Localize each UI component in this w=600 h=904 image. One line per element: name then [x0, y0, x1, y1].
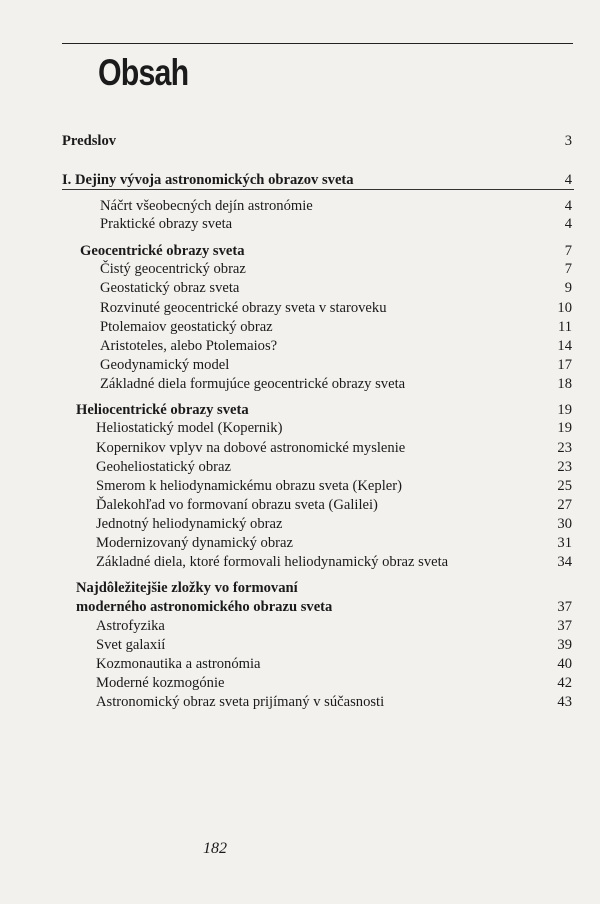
toc-entry: [0, 635, 600, 655]
toc-entry-page: 23: [557, 459, 572, 475]
toc-entry-label: Modernizovaný dynamický obraz: [96, 535, 293, 551]
toc-entry: [0, 278, 600, 298]
toc-entry: [0, 196, 600, 216]
toc-entry-label: Čistý geocentrický obraz: [100, 261, 246, 277]
toc-entry-page: 3: [564, 133, 572, 149]
toc-entry: [0, 552, 600, 572]
toc-entry-label: Základné diela formujúce geocentrické obrazy sveta: [100, 376, 406, 392]
toc-entry-label: Náčrt všeobecných dejín astronómie: [100, 198, 313, 214]
toc-entry-page: 17: [557, 357, 572, 373]
toc-entry-page: 4: [564, 172, 572, 188]
toc-entry: [0, 214, 600, 234]
toc-entry-page: 34: [557, 554, 572, 570]
toc-entry: [0, 355, 600, 375]
toc-entry: [0, 438, 600, 458]
toc-entry-label: Praktické obrazy sveta: [100, 216, 233, 232]
toc-entry-page: 7: [564, 261, 572, 277]
toc-entry-label: Predslov: [62, 133, 117, 149]
toc-entry-label: Geostatický obraz sveta: [100, 280, 240, 296]
toc-entry-label: Geocentrické obrazy sveta: [80, 243, 245, 259]
toc-entry: [0, 400, 600, 420]
toc-entry-page: 40: [557, 656, 572, 672]
toc-entry-label: Jednotný heliodynamický obraz: [96, 516, 283, 532]
toc-entry-page: 30: [557, 516, 572, 532]
toc-entry-page: 25: [557, 478, 572, 494]
page-title: Obsah: [98, 52, 189, 93]
toc-entry: [0, 476, 600, 496]
toc-entry-page: 37: [557, 618, 572, 634]
toc-entry: [0, 131, 600, 151]
toc-entry: [0, 654, 600, 674]
toc-entry-label: Kopernikov vplyv na dobové astronomické myslenie: [96, 440, 406, 456]
toc-entry-page: 10: [557, 300, 572, 316]
toc-entry-page: 39: [557, 637, 572, 653]
toc-entry-page: 11: [557, 319, 572, 335]
toc-entry-label: Svet galaxií: [96, 637, 166, 653]
toc-entry: [0, 336, 600, 356]
chapter-rule: [62, 189, 574, 190]
toc-entry-label: Astronomický obraz sveta prijímaný v súčasnosti: [96, 694, 385, 710]
toc-entry: [0, 170, 600, 190]
toc-entry-label: Ďalekohľad vo formovaní obrazu sveta (Galilei): [96, 497, 378, 513]
toc-entry: [0, 533, 600, 553]
toc-entry-page: 14: [557, 338, 572, 354]
toc-entry-label: Ptolemaiov geostatický obraz: [100, 319, 273, 335]
toc-entry-page: 37: [557, 599, 572, 615]
toc-entry: [0, 298, 600, 318]
toc-entry-page: 31: [557, 535, 572, 551]
toc-entry-label: Moderné kozmogónie: [96, 675, 225, 691]
toc-entry-label: Heliocentrické obrazy sveta: [76, 402, 249, 418]
toc-entry-page: 27: [557, 497, 572, 513]
toc-entry-label: Aristoteles, alebo Ptolemaios?: [100, 338, 278, 354]
toc-entry: [0, 514, 600, 534]
toc-entry: [0, 241, 600, 261]
toc-entry-page: 19: [557, 402, 572, 418]
toc-entry: [0, 578, 600, 598]
toc-entry-label: Rozvinuté geocentrické obrazy sveta v staroveku: [100, 300, 387, 316]
toc-entry-page: 43: [557, 694, 572, 710]
toc-entry-label: Geoheliostatický obraz: [96, 459, 231, 475]
toc-entry-page: 4: [564, 198, 572, 214]
toc-entry-label: Heliostatický model (Kopernik): [96, 420, 283, 436]
toc-entry-page: 19: [557, 420, 572, 436]
toc-entry: [0, 597, 600, 617]
toc-entry: [0, 418, 600, 438]
toc-entry: [0, 317, 600, 337]
toc-entry-page: 18: [557, 376, 572, 392]
toc-entry-label: Smerom k heliodynamickému obrazu sveta (Kepler): [96, 478, 402, 494]
toc-entry-label: Geodynamický model: [100, 357, 230, 373]
toc-entry-label: I. Dejiny vývoja astronomických obrazov sveta: [62, 172, 354, 188]
toc-entry-page: 42: [557, 675, 572, 691]
toc-entry: [0, 374, 600, 394]
toc-entry: [0, 495, 600, 515]
toc-entry-label: Najdôležitejšie zložky vo formovaní: [76, 580, 298, 596]
toc-entry: [0, 673, 600, 693]
toc-entry: [0, 616, 600, 636]
toc-entry-page: 23: [557, 440, 572, 456]
toc-entry: [0, 692, 600, 712]
toc-entry-page: 9: [564, 280, 572, 296]
toc-entry-label: Základné diela, ktoré formovali heliodynamický obraz sveta: [96, 554, 449, 570]
toc-entry-label: moderného astronomického obrazu sveta: [76, 599, 333, 615]
toc-entry-page: 4: [564, 216, 572, 232]
toc-entry-label: Kozmonautika a astronómia: [96, 656, 261, 672]
top-rule: [62, 43, 573, 44]
toc-entry: [0, 259, 600, 279]
toc-entry-page: 7: [564, 243, 572, 259]
page-number: 182: [203, 840, 227, 857]
toc-entry-label: Astrofyzika: [96, 618, 165, 634]
toc-entry: [0, 457, 600, 477]
